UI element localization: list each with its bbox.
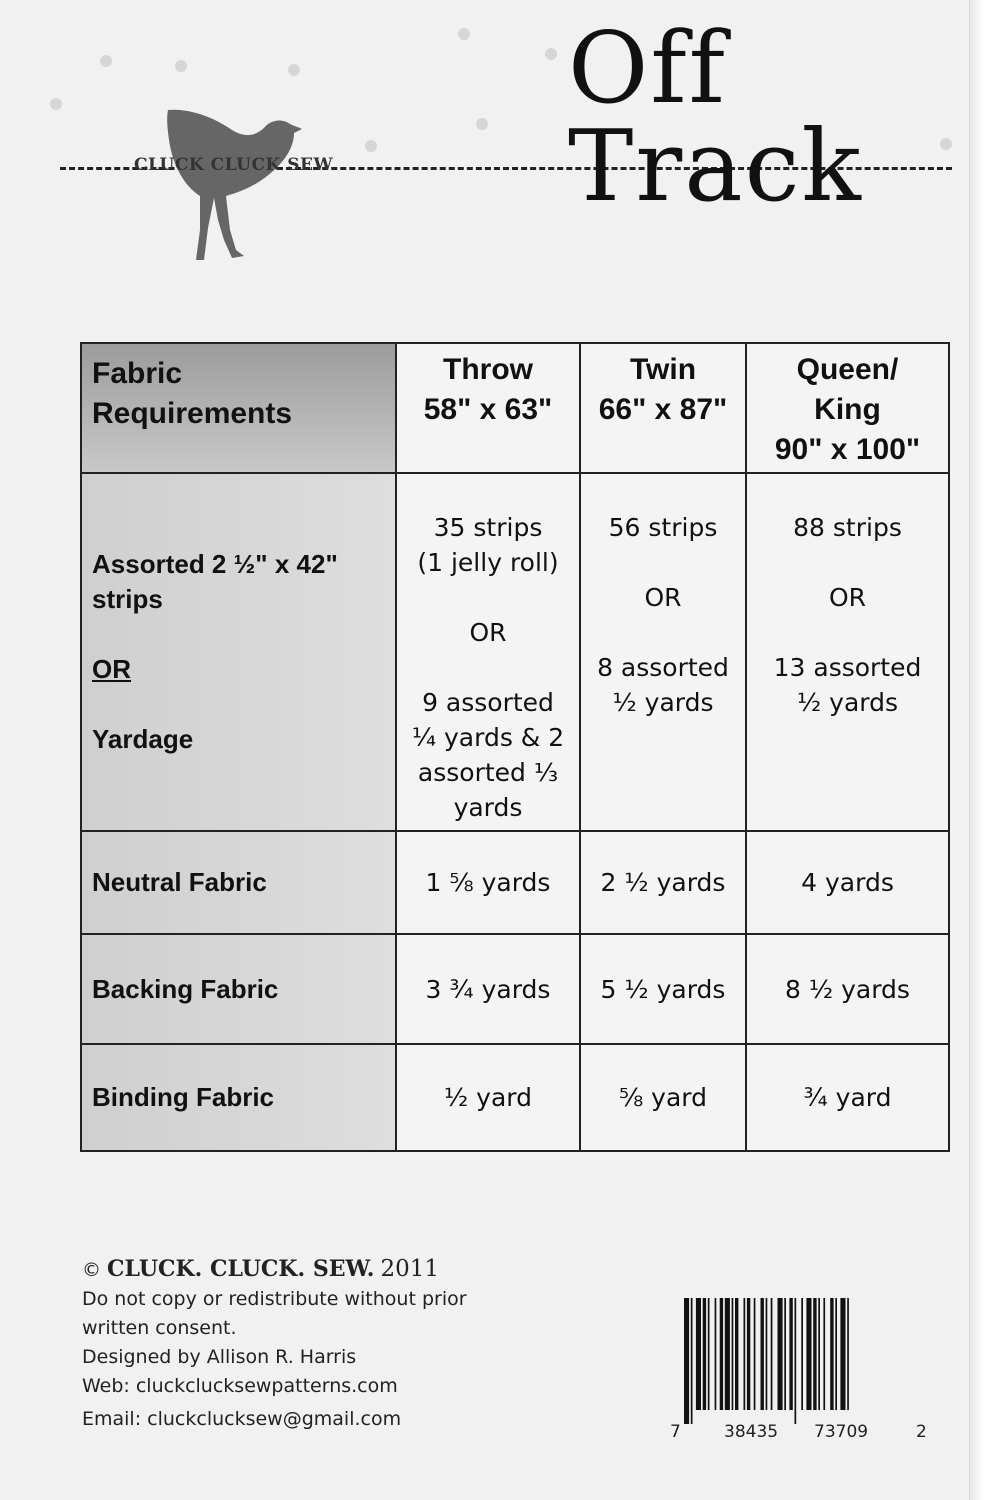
cell-line: 9 assorted (422, 688, 554, 717)
decor-dot (458, 28, 470, 40)
corner-header (81, 343, 396, 473)
cell-line: yards (453, 793, 523, 822)
cell-line: OR (828, 583, 867, 612)
table-header-row (81, 343, 949, 473)
barcode-bar (708, 1298, 710, 1410)
barcode-bar (744, 1298, 746, 1410)
column-header-line: 66" x 87" (598, 393, 728, 426)
fabric-requirements-table (80, 342, 950, 1152)
row-header-backing: Backing Fabric (81, 934, 396, 1044)
barcode-bar (696, 1298, 701, 1410)
footer-email: Email: cluckclucksew@gmail.com (82, 1408, 402, 1430)
page-edge (969, 0, 984, 1500)
table-row-assorted (81, 473, 949, 831)
barcode-bar (732, 1298, 734, 1410)
cell-assorted-throw (396, 473, 580, 831)
cell-line: 35 strips (433, 513, 543, 542)
row-header-line: Assorted 2 ½" x 42" (92, 549, 338, 579)
cell-line (748, 545, 947, 580)
column-header-twin (580, 343, 746, 473)
cell-line: ½ yards (612, 688, 714, 717)
column-header-queen-king (746, 343, 949, 473)
brand-line-text: CLUCK CLUCK SEW (134, 155, 334, 175)
cell-line: 13 assorted (773, 653, 922, 682)
table-cell: 1 ⅝ yards (396, 831, 580, 934)
cell-line: ½ yards (796, 688, 899, 717)
decor-dot (365, 140, 377, 152)
barcode-digit-left: 7 (670, 1422, 681, 1442)
footer-line: written consent. (82, 1317, 237, 1339)
hen-logo-icon (160, 100, 310, 265)
barcode-bar (806, 1298, 811, 1410)
barcode-bar (747, 1298, 750, 1410)
decor-dot (545, 48, 557, 60)
cell-line: (1 jelly roll) (417, 548, 559, 577)
barcode-digit-right: 2 (916, 1422, 927, 1442)
decor-dot (476, 118, 488, 130)
cell-line: assorted ⅓ (417, 758, 559, 787)
barcode-group-2: 73709 (814, 1422, 869, 1442)
barcode-bar (691, 1298, 693, 1424)
barcode-bar (735, 1298, 738, 1410)
row-header-or: OR (92, 654, 131, 684)
decor-dot (175, 60, 187, 72)
column-header-line: Throw (443, 353, 533, 386)
barcode-bar (840, 1298, 845, 1410)
barcode-bar (795, 1298, 797, 1424)
barcode (668, 1298, 930, 1448)
column-header-line: Twin (629, 353, 697, 386)
copyright-block (82, 1255, 467, 1434)
barcode-bar (720, 1298, 723, 1410)
footer-line: Designed by Allison R. Harris (82, 1346, 357, 1368)
barcode-bar (818, 1298, 820, 1410)
decor-dot (50, 98, 62, 110)
column-header-line: 58" x 63" (423, 393, 553, 426)
row-header-neutral: Neutral Fabric (81, 831, 396, 934)
cell-line (582, 545, 744, 580)
table-cell: ¾ yard (746, 1044, 949, 1151)
cell-line: 8 assorted (597, 653, 729, 682)
barcode-bar (754, 1298, 756, 1410)
barcode-bar (830, 1298, 833, 1410)
barcode-bar (823, 1298, 825, 1410)
copyright-brand: CLUCK. CLUCK. SEW. (107, 1256, 375, 1282)
table-row (81, 934, 949, 1044)
corner-line: Fabric (92, 357, 183, 390)
cell-line: OR (469, 618, 507, 647)
barcode-bar (715, 1298, 717, 1410)
column-header-throw (396, 343, 580, 473)
cell-line (748, 615, 947, 650)
footer-web: Web: cluckclucksewpatterns.com (82, 1375, 398, 1397)
cell-assorted-queen (746, 473, 949, 831)
column-header-line: King (814, 393, 881, 426)
barcode-bar (801, 1298, 803, 1410)
barcode-bar (703, 1298, 706, 1410)
cell-line (398, 580, 578, 615)
table-cell: ⅝ yard (580, 1044, 746, 1151)
row-header-assorted (81, 473, 396, 831)
barcode-bar (725, 1298, 730, 1410)
copyright-symbol: © (82, 1259, 101, 1281)
barcode-bar (684, 1298, 689, 1424)
decor-dot (288, 64, 300, 76)
barcode-bar (761, 1298, 764, 1410)
row-header-line: strips (92, 584, 163, 614)
cell-line: ¼ yards & 2 (411, 723, 565, 752)
barcode-bar (789, 1298, 792, 1410)
barcode-bar (766, 1298, 768, 1410)
cell-assorted-twin (580, 473, 746, 831)
barcode-bar (813, 1298, 816, 1410)
cell-line (582, 615, 744, 650)
row-header-binding: Binding Fabric (81, 1044, 396, 1151)
barcode-bar (771, 1298, 773, 1410)
footer-line: Do not copy or redistribute without prior (82, 1288, 467, 1310)
table-cell: 8 ½ yards (746, 934, 949, 1044)
column-header-line: 90" x 100" (774, 433, 921, 466)
corner-line: Requirements (92, 397, 293, 430)
cell-line: 88 strips (793, 513, 902, 542)
barcode-bar (784, 1298, 786, 1410)
barcode-bar (847, 1298, 849, 1410)
pattern-title: Off Track (568, 12, 863, 224)
table-row (81, 831, 949, 934)
barcode-bar (778, 1298, 783, 1410)
row-header-line: Yardage (92, 724, 194, 754)
barcode-bar (835, 1298, 837, 1410)
cell-line: OR (644, 583, 682, 612)
table-cell: 2 ½ yards (580, 831, 746, 934)
barcode-group-1: 38435 (724, 1422, 779, 1442)
cell-line: 56 strips (608, 513, 718, 542)
table-cell: 4 yards (746, 831, 949, 934)
table-cell: 3 ¾ yards (396, 934, 580, 1044)
decor-dot (100, 55, 112, 67)
cell-line (398, 650, 578, 685)
table-row (81, 1044, 949, 1151)
table-cell: ½ yard (396, 1044, 580, 1151)
barcode-bars-icon (684, 1298, 908, 1424)
copyright-year: 2011 (380, 1256, 440, 1282)
table-cell: 5 ½ yards (580, 934, 746, 1044)
column-header-line: Queen/ (796, 353, 899, 386)
